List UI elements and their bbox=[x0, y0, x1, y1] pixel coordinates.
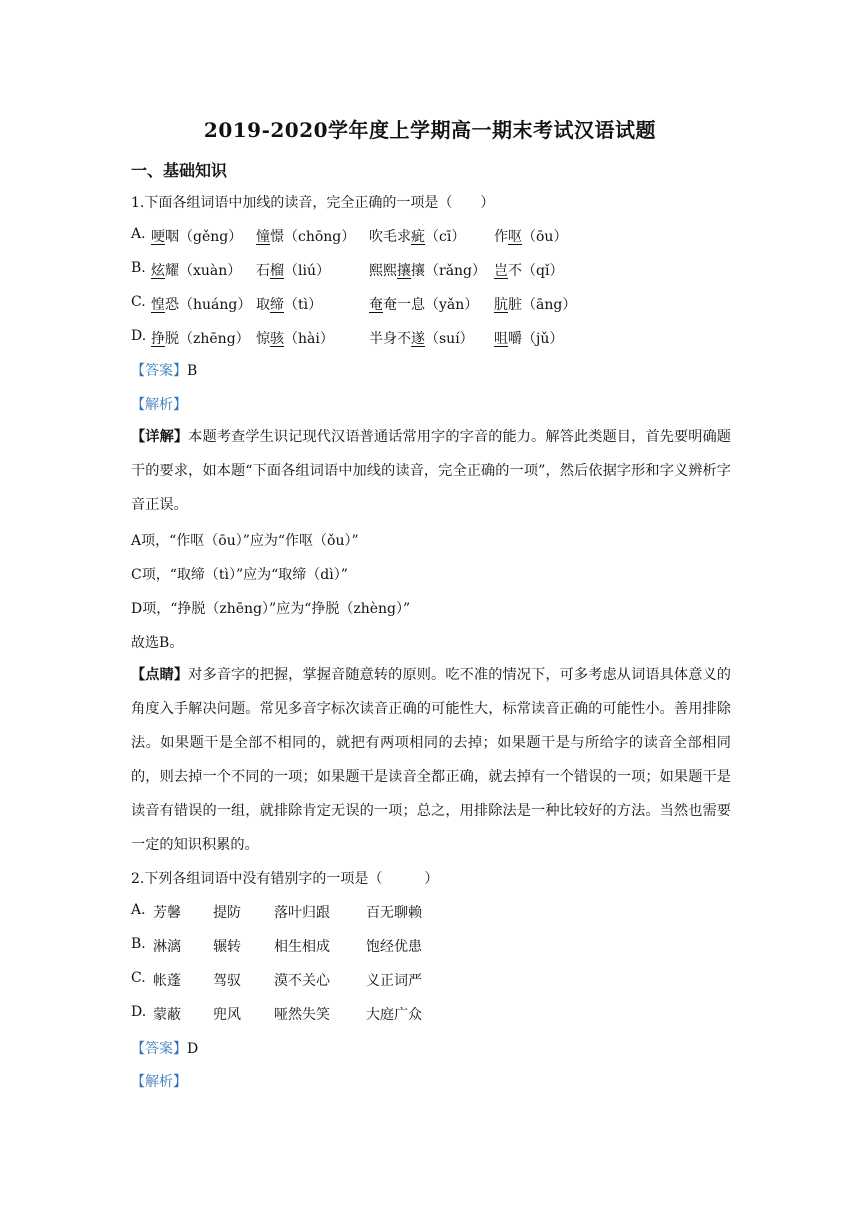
underlined-char: 咀 bbox=[494, 331, 508, 347]
option-word: 咀嚼（jǔ） bbox=[494, 331, 564, 347]
option-word: 挣脱（zhēng） bbox=[151, 331, 250, 347]
underlined-char: 缔 bbox=[270, 297, 284, 313]
option-label: D. bbox=[131, 328, 147, 344]
option-word: 惊骇（hài） bbox=[256, 331, 334, 347]
option-word: 作呕（ōu） bbox=[494, 229, 568, 245]
note-conclusion: 故选B。 bbox=[131, 635, 184, 651]
option-word: 哽咽（gěng） bbox=[151, 229, 243, 245]
detail-text: 本题考查学生识记现代汉语普通话常用字的字音的能力。解答此类题目，首先要明确题干的要求，如本题“下面各组词语中加线的读音，完全正确的一项”，然后依据字形和字义辨析字音正误。 bbox=[131, 429, 731, 513]
section-heading: 一、基础知识 bbox=[131, 161, 228, 180]
option-word: 提防 bbox=[213, 905, 241, 921]
answer-value: B bbox=[187, 363, 198, 379]
note-d: D项，“挣脱（zhēng）”应为“挣脱（zhèng）” bbox=[131, 601, 411, 617]
question-1-answer bbox=[131, 360, 197, 380]
option-word: 岂不（qǐ） bbox=[494, 263, 564, 279]
option-label: D. bbox=[131, 1004, 147, 1020]
note-c: C项，“取缔（tì）”应为“取缔（dì）” bbox=[131, 567, 348, 583]
option-word: 淋漓 bbox=[153, 939, 181, 955]
tip-text: 对多音字的把握，掌握音随意转的原则。吃不准的情况下，可多考虑从词语具体意义的角度入手解决问题。常见多音字标次读音正确的可能性大，标常读音正确的可能性小。善用排除法。如果题干是全部不相同的，就把有两项相同的去掉；如果题干是与所给字的读音全部相同的，则去掉一个不同的一项；如果题干是读音全都正确，就去掉有一个错误的一项；如果题干是读音有错误的一组，就排除肯定无误的一项；总之，用排除法是一种比较好的方法。当然也需要一定的知识积累的。 bbox=[131, 667, 731, 853]
answer-tag: 【答案】 bbox=[131, 1041, 187, 1057]
answer-value: D bbox=[187, 1041, 199, 1057]
option-word: 芳馨 bbox=[153, 905, 181, 921]
note-a: A项，“作呕（ōu）”应为“作呕（ǒu）” bbox=[131, 533, 359, 549]
option-label: B. bbox=[131, 260, 146, 276]
option-word: 哑然失笑 bbox=[274, 1007, 330, 1023]
option-label: B. bbox=[131, 936, 146, 952]
underlined-char: 骇 bbox=[270, 331, 284, 347]
question-2-answer bbox=[131, 1038, 198, 1058]
question-1-analysis-tag: 【解析】 bbox=[131, 397, 187, 413]
underlined-char: 榴 bbox=[270, 263, 284, 279]
question-1-stem: 1.下面各组词语中加线的读音，完全正确的一项是（ ） bbox=[131, 195, 495, 211]
underlined-char: 肮 bbox=[494, 297, 508, 313]
option-word: 饱经优患 bbox=[366, 939, 422, 955]
option-word: 大庭广众 bbox=[366, 1007, 422, 1023]
option-word: 取缔（tì） bbox=[256, 297, 323, 313]
question-2-stem: 2.下列各组词语中没有错别字的一项是（ ） bbox=[131, 871, 439, 887]
question-1-tip bbox=[131, 658, 731, 862]
option-word: 驾驭 bbox=[213, 973, 241, 989]
option-word: 奄奄一息（yǎn） bbox=[369, 297, 479, 313]
underlined-char: 哽 bbox=[151, 229, 165, 245]
option-word: 义正词严 bbox=[366, 973, 422, 989]
option-label: A. bbox=[131, 226, 146, 242]
underlined-char: 呕 bbox=[508, 229, 522, 245]
question-2-analysis-tag: 【解析】 bbox=[131, 1074, 187, 1090]
option-word: 落叶归跟 bbox=[274, 905, 330, 921]
option-word: 惶恐（huáng） bbox=[151, 297, 252, 313]
option-word: 帐蓬 bbox=[153, 973, 181, 989]
option-word: 肮脏（āng） bbox=[494, 297, 577, 313]
underlined-char: 疵 bbox=[411, 229, 425, 245]
option-word: 漠不关心 bbox=[274, 973, 330, 989]
underlined-char: 遂 bbox=[411, 331, 425, 347]
option-word: 相生相成 bbox=[274, 939, 330, 955]
detail-tag: 【详解】 bbox=[131, 429, 189, 445]
underlined-char: 惶 bbox=[151, 297, 165, 313]
option-label: C. bbox=[131, 294, 146, 310]
option-word: 炫耀（xuàn） bbox=[151, 263, 242, 279]
question-1-detail bbox=[131, 420, 731, 522]
underlined-char: 岂 bbox=[494, 263, 508, 279]
option-label: A. bbox=[131, 902, 146, 918]
option-word: 憧憬（chōng） bbox=[256, 229, 356, 245]
underlined-char: 挣 bbox=[151, 331, 165, 347]
option-word: 半身不遂（suí） bbox=[369, 331, 474, 347]
option-word: 蒙蔽 bbox=[153, 1007, 181, 1023]
option-word: 辗转 bbox=[213, 939, 241, 955]
option-word: 兜风 bbox=[213, 1007, 241, 1023]
option-label: C. bbox=[131, 970, 146, 986]
option-word: 石榴（liú） bbox=[256, 263, 330, 279]
underlined-char: 炫 bbox=[151, 263, 165, 279]
answer-tag: 【答案】 bbox=[131, 363, 187, 379]
option-word: 百无聊赖 bbox=[366, 905, 422, 921]
underlined-char: 攘 bbox=[397, 263, 411, 279]
option-word: 熙熙攘攘（rǎng） bbox=[369, 263, 487, 279]
page-title: 2019-2020学年度上学期高一期末考试汉语试题 bbox=[203, 118, 657, 142]
option-word: 吹毛求疵（cī） bbox=[369, 229, 466, 245]
tip-tag: 【点睛】 bbox=[131, 667, 189, 683]
underlined-char: 憧 bbox=[256, 229, 270, 245]
underlined-char: 奄 bbox=[369, 297, 383, 313]
